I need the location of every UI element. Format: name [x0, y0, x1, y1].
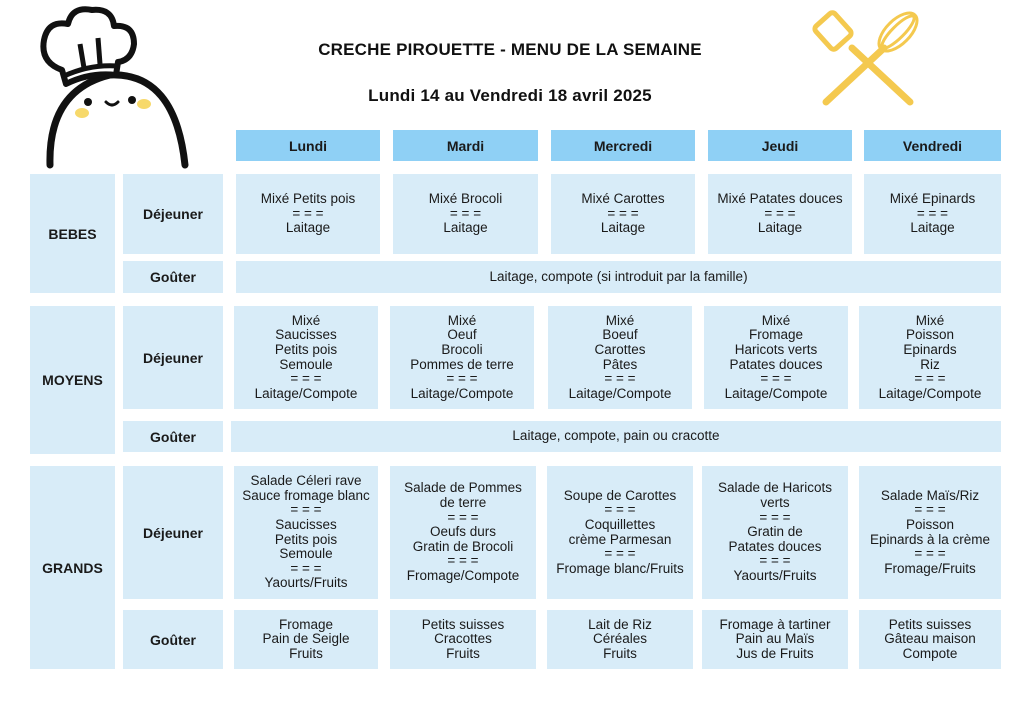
meal-label-gouter: Goûter: [123, 610, 223, 669]
menu-cell: Mixé Saucisses Petits pois Semoule = = = Laitage/Compote: [234, 306, 378, 409]
utensils-icon: [812, 10, 922, 110]
menu-cell: Mixé Oeuf Brocoli Pommes de terre = = = Laitage/Compote: [390, 306, 534, 409]
chef-icon: [0, 0, 200, 170]
gouter-cell-moyens: Laitage, compote, pain ou cracotte: [231, 421, 1001, 452]
meal-label-dejeuner: Déjeuner: [123, 306, 223, 409]
menu-cell: Mixé Epinards = = = Laitage: [864, 174, 1001, 254]
meal-label-gouter: Goûter: [123, 421, 223, 452]
gouter-cell: Lait de Riz Céréales Fruits: [547, 610, 693, 669]
meal-label-dejeuner: Déjeuner: [123, 174, 223, 254]
meal-label-gouter: Goûter: [123, 261, 223, 293]
menu-cell: Soupe de Carottes = = = Coquillettes crème Parmesan = = = Fromage blanc/Fruits: [547, 466, 693, 599]
menu-cell: Salade Céleri rave Sauce fromage blanc = = = Saucisses Petits pois Semoule = = = Yaourts/Fruits: [234, 466, 378, 599]
day-header-lundi: Lundi: [236, 130, 380, 161]
gouter-cell: Petits suisses Gâteau maison Compote: [859, 610, 1001, 669]
gouter-cell-bebes: Laitage, compote (si introduit par la famille): [236, 261, 1001, 293]
menu-cell: Mixé Brocoli = = = Laitage: [393, 174, 538, 254]
menu-cell: Salade Maïs/Riz = = = Poisson Epinards à la crème = = = Fromage/Fruits: [859, 466, 1001, 599]
group-label-moyens: MOYENS: [30, 306, 115, 454]
gouter-cell: Fromage Pain de Seigle Fruits: [234, 610, 378, 669]
menu-cell: Mixé Petits pois = = = Laitage: [236, 174, 380, 254]
gouter-cell: Fromage à tartiner Pain au Maïs Jus de Fruits: [702, 610, 848, 669]
menu-cell: Salade de Pommes de terre = = = Oeufs durs Gratin de Brocoli = = = Fromage/Compote: [390, 466, 536, 599]
date-range: Lundi 14 au Vendredi 18 avril 2025: [368, 86, 652, 105]
group-label-bebes: BEBES: [30, 174, 115, 293]
menu-cell: Mixé Poisson Epinards Riz = = = Laitage/Compote: [859, 306, 1001, 409]
page-title: CRECHE PIROUETTE - MENU DE LA SEMAINE: [318, 40, 702, 59]
group-label-grands: GRANDS: [30, 466, 115, 669]
day-header-jeudi: Jeudi: [708, 130, 852, 161]
meal-label-dejeuner: Déjeuner: [123, 466, 223, 599]
day-header-vendredi: Vendredi: [864, 130, 1001, 161]
menu-cell: Mixé Patates douces = = = Laitage: [708, 174, 852, 254]
day-header-mercredi: Mercredi: [551, 130, 695, 161]
menu-cell: Mixé Carottes = = = Laitage: [551, 174, 695, 254]
menu-cell: Mixé Boeuf Carottes Pâtes = = = Laitage/Compote: [548, 306, 692, 409]
menu-cell: Mixé Fromage Haricots verts Patates douces = = = Laitage/Compote: [704, 306, 848, 409]
gouter-cell: Petits suisses Cracottes Fruits: [390, 610, 536, 669]
menu-cell: Salade de Haricots verts = = = Gratin de Patates douces = = = Yaourts/Fruits: [702, 466, 848, 599]
day-header-mardi: Mardi: [393, 130, 538, 161]
